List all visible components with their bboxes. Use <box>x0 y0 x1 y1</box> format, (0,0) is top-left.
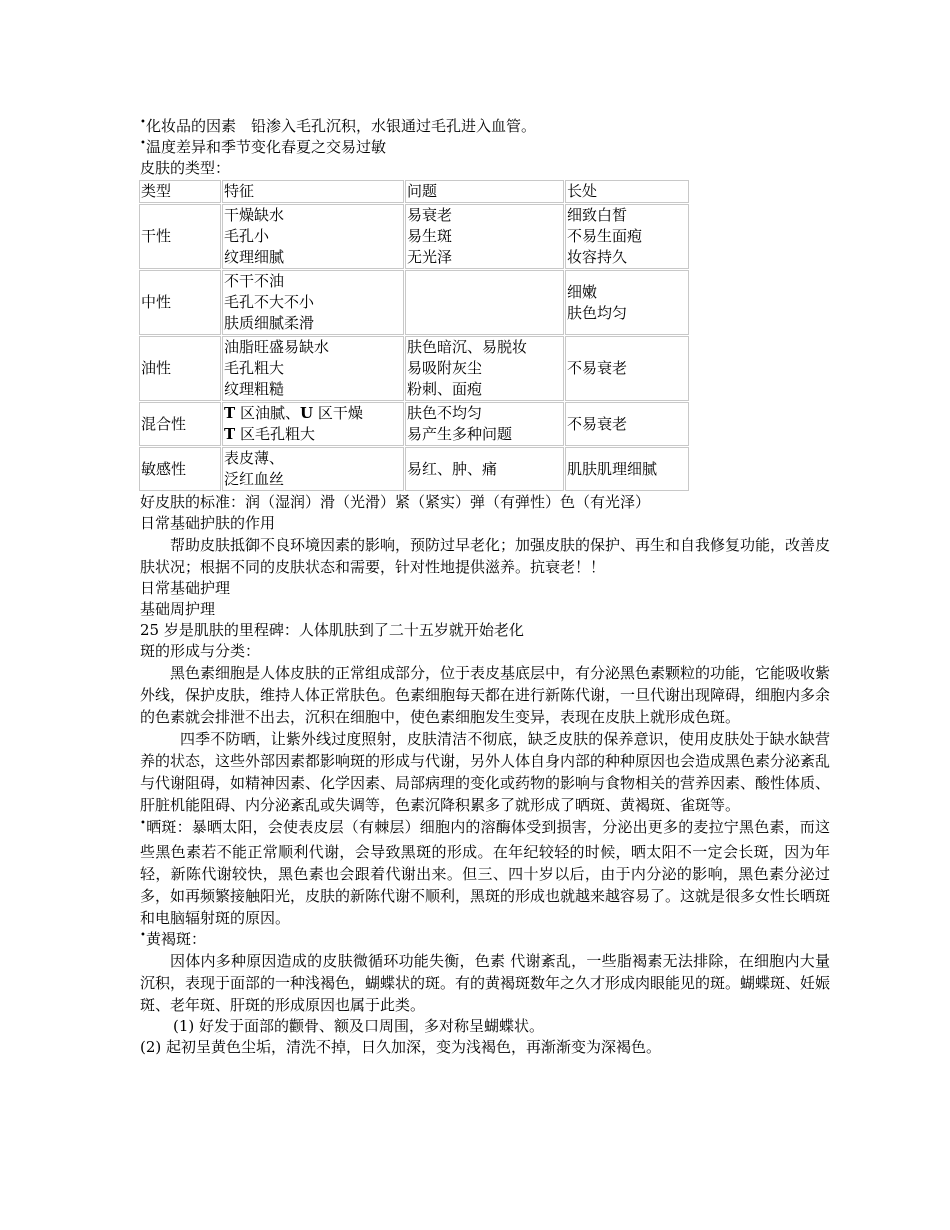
table-row <box>139 204 689 269</box>
problems-cell <box>405 270 564 335</box>
header-cell: 特征 <box>222 180 404 203</box>
bullet-icon: • <box>140 117 146 128</box>
table-row <box>139 336 689 401</box>
table-row <box>139 447 689 491</box>
strengths-cell: 不易衰老 <box>565 402 689 446</box>
cosmetics-line: •化妆品的因素 铅渗入毛孔沉积，水银通过毛孔进入血管。 <box>140 116 830 137</box>
problems-cell: 易红、肿、痛 <box>405 447 564 491</box>
strengths-cell: 肌肤肌理细腻 <box>565 447 689 491</box>
chloasma-heading: •黄褐斑： <box>140 929 830 950</box>
table-row <box>139 270 689 335</box>
skin-types-heading: 皮肤的类型： <box>140 159 231 177</box>
features-cell: 表皮薄、 泛红血丝 <box>222 447 404 491</box>
daily-role-paragraph: 帮助皮肤抵御不良环境因素的影响，预防过早老化；加强皮肤的保护、再生和自我修复功能，改善皮肤状况；根据不同的皮肤状态和需要，针对性地提供滋养。抗衰老！！ <box>140 536 831 576</box>
bullet-icon: • <box>140 930 146 941</box>
type-cell: 混合性 <box>139 402 221 446</box>
melanocyte-paragraph: 黑色素细胞是人体皮肤的正常组成部分，位于表皮基底层中，有分泌黑色素颗粒的功能，它能吸收紫外线，保护皮肤，维持人体正常肤色。色素细胞每天都在进行新陈代谢，一旦代谢出现障碍，细胞内多余的色素就会排泄不出去，沉积在细胞中，使色素细胞发生变异，表现在皮肤上就形成色斑。 <box>140 664 831 726</box>
table-header-row <box>139 180 689 203</box>
daily-care-line: 日常基础护理 <box>140 579 231 597</box>
header-cell: 类型 <box>139 180 221 203</box>
type-cell: 敏感性 <box>139 447 221 491</box>
features-cell: T 区油腻、U 区干燥 T 区毛孔粗大 <box>222 402 404 446</box>
header-cell: 问题 <box>405 180 564 203</box>
good-skin-standard: 好皮肤的标准：润（湿润）滑（光滑）紧（紧实）弹（有弹性）色（有光泽） <box>140 493 651 511</box>
point-2: (2) 起初呈黄色尘垢，清洗不掉，日久加深，变为浅褐色，再渐渐变为深褐色。 <box>140 1038 662 1056</box>
weekly-care-line: 基础周护理 <box>140 600 216 618</box>
type-cell: 中性 <box>139 270 221 335</box>
spots-heading: 斑的形成与分类： <box>140 642 261 660</box>
header-cell: 长处 <box>565 180 689 203</box>
strengths-cell: 细致白皙 不易生面疱 妆容持久 <box>565 204 689 269</box>
type-cell: 干性 <box>139 204 221 269</box>
temperature-line: •温度差异和季节变化春夏之交易过敏 <box>140 137 830 158</box>
age25-line: 25 岁是肌肤的里程碑：人体肌肤到了二十五岁就开始老化 <box>140 621 524 639</box>
features-cell: 不干不油 毛孔不大不小 肤质细腻柔滑 <box>222 270 404 335</box>
strengths-cell: 不易衰老 <box>565 336 689 401</box>
bullet-icon: • <box>140 818 146 829</box>
bullet-icon: • <box>140 138 146 149</box>
sunspot-paragraph: •晒斑：暴晒太阳，会使表皮层（有棘层）细胞内的溶酶体受到损害，分泌出更多的麦拉宁黑色素，而这些黑色素若不能正常顺利代谢，会导致黑斑的形成。在年纪较轻的时候，晒太阳不一定会长斑，因为年轻，新陈代谢较快，黑色素也会跟着代谢出来。但三、四十岁以后，由于内分泌的影响，黑色素分泌过多，如再频繁接触阳光，皮肤的新陈代谢不顺利，黑斑的形成也就越来越容易了。这就是很多女性长晒斑和电脑辐射斑的原因。 <box>140 816 830 929</box>
daily-role-heading: 日常基础护肤的作用 <box>140 514 276 532</box>
problems-cell: 肤色暗沉、易脱妆 易吸附灰尘 粉刺、面疱 <box>405 336 564 401</box>
problems-cell: 肤色不均匀 易产生多种问题 <box>405 402 564 446</box>
features-cell: 干燥缺水 毛孔小 纹理细腻 <box>222 204 404 269</box>
chloasma-paragraph: 因体内多种原因造成的皮肤微循环功能失衡，色素 代谢紊乱，一些脂褐素无法排除，在细胞内大量沉积，表现于面部的一种浅褐色，蝴蝶状的斑。有的黄褐斑数年之久才形成肉眼能见的斑。蝴蝶斑、妊娠斑、老年斑、肝斑的形成原因也属于此类。 <box>140 952 831 1014</box>
document-page <box>140 116 830 1058</box>
features-cell: 油脂旺盛易缺水 毛孔粗大 纹理粗糙 <box>222 336 404 401</box>
strengths-cell: 细嫩 肤色均匀 <box>565 270 689 335</box>
type-cell: 油性 <box>139 336 221 401</box>
problems-cell: 易衰老 易生斑 无光泽 <box>405 204 564 269</box>
point-1: (1) 好发于面部的颧骨、额及口周围，多对称呈蝴蝶状。 <box>173 1017 545 1035</box>
skin-types-table <box>138 179 690 492</box>
seasons-paragraph: 四季不防晒，让紫外线过度照射，皮肤清洁不彻底，缺乏皮肤的保养意识，使用皮肤处于缺水缺营养的状态，这些外部因素都影响斑的形成与代谢，另外人体自身内部的种种原因也会造成黑色素分泌紊乱与代谢阻碍，如精神因素、化学因素、局部病理的变化或药物的影响与食物相关的营养因素、酸性体质、肝脏机能阻碍、内分泌紊乱或失调等，色素沉降积累多了就形成了晒斑、黄褐斑、雀斑等。 <box>140 730 831 814</box>
table-row <box>139 402 689 446</box>
